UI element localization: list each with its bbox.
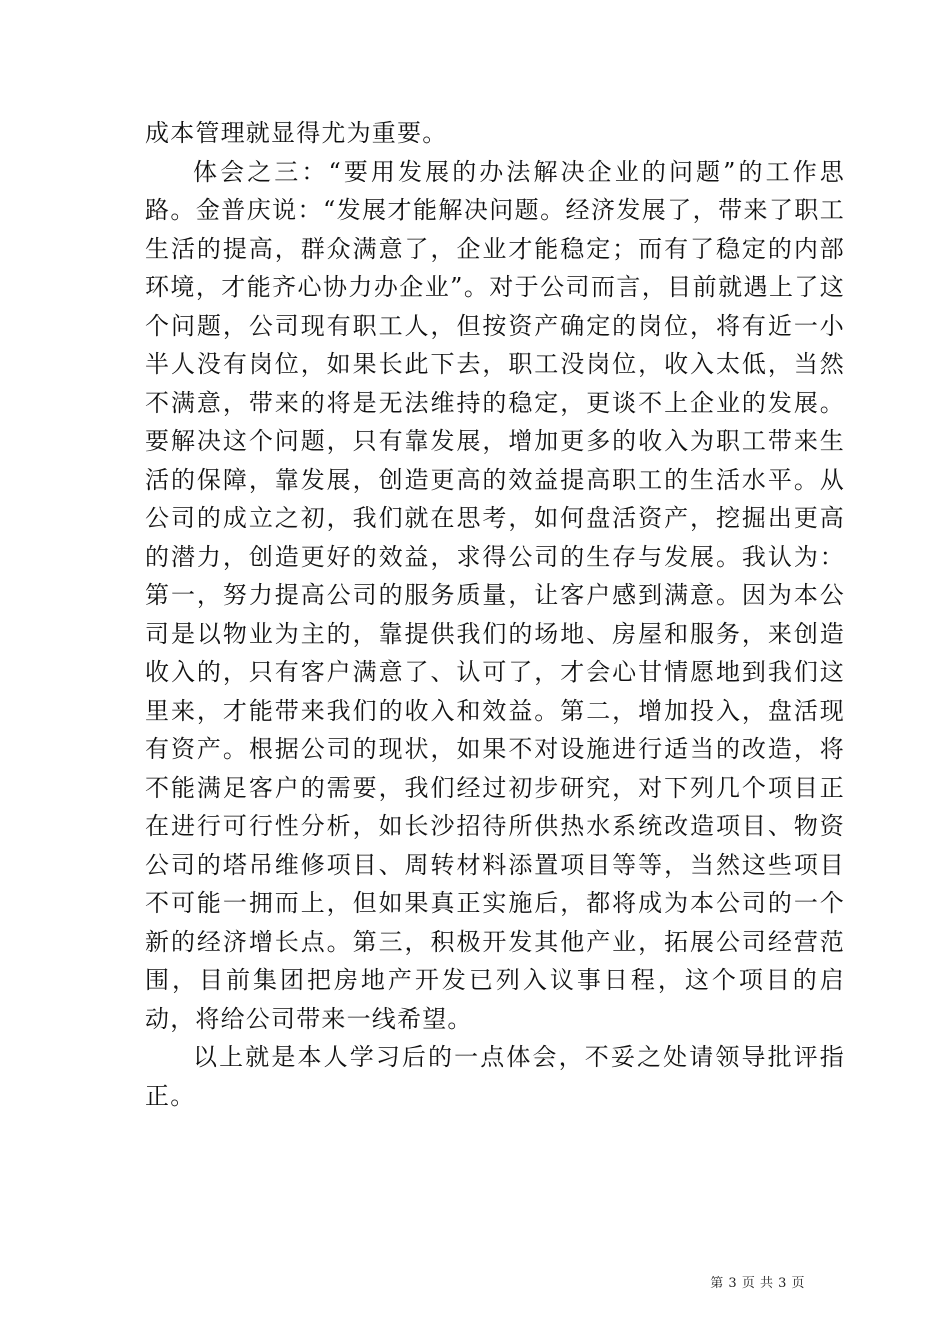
page-number-footer: 第 3 页 共 3 页 — [710, 1276, 805, 1291]
paragraph-insight-three: 体会之三：“要用发展的办法解决企业的问题”的工作思路。金普庆说：“发展才能解决问题。经济发展了，带来了职工生活的提高，群众满意了，企业才能稳定；而有了稳定的内部环境，才能齐心协力办企业”。对于公司而言，目前就遇上了这个问题，公司现有职工人，但按资产确定的岗位，将有近一小半人没有岗位，如果长此下去，职工没岗位，收入太低，当然不满意，带来的将是无法维持的稳定，更谈不上企业的发展。要解决这个问题，只有靠发展，增加更多的收入为职工带来生活的保障，靠发展，创造更高的效益提高职工的生活水平。从公司的成立之初，我们就在思考，如何盘活资产，挖掘出更高的潜力，创造更好的效益，求得公司的生存与发展。我认为：第一，努力提高公司的服务质量，让客户感到满意。因为本公司是以物业为主的，靠提供我们的场地、房屋和服务，来创造收入的，只有客户满意了、认可了，才会心甘情愿地到我们这里来，才能带来我们的收入和效益。第二，增加投入，盘活现有资产。根据公司的现状，如果不对设施进行适当的改造，将不能满足客户的需要，我们经过初步研究，对下列几个项目正在进行可行性分析，如长沙招待所供热水系统改造项目、物资公司的塔吊维修项目、周转材料添置项目等等，当然这些项目不可能一拥而上，但如果真正实施后，都将成为本公司的一个新的经济增长点。第三，积极开发其他产业，拓展公司经营范围，目前集团把房地产开发已列入议事日程，这个项目的启动，将给公司带来一线希望。 — [145, 157, 845, 1033]
paragraph-closing: 以上就是本人学习后的一点体会，不妥之处请领导批评指正。 — [145, 1043, 845, 1110]
paragraph-continuation: 成本管理就显得尤为重要。 — [145, 119, 448, 147]
document-body — [145, 114, 845, 1115]
